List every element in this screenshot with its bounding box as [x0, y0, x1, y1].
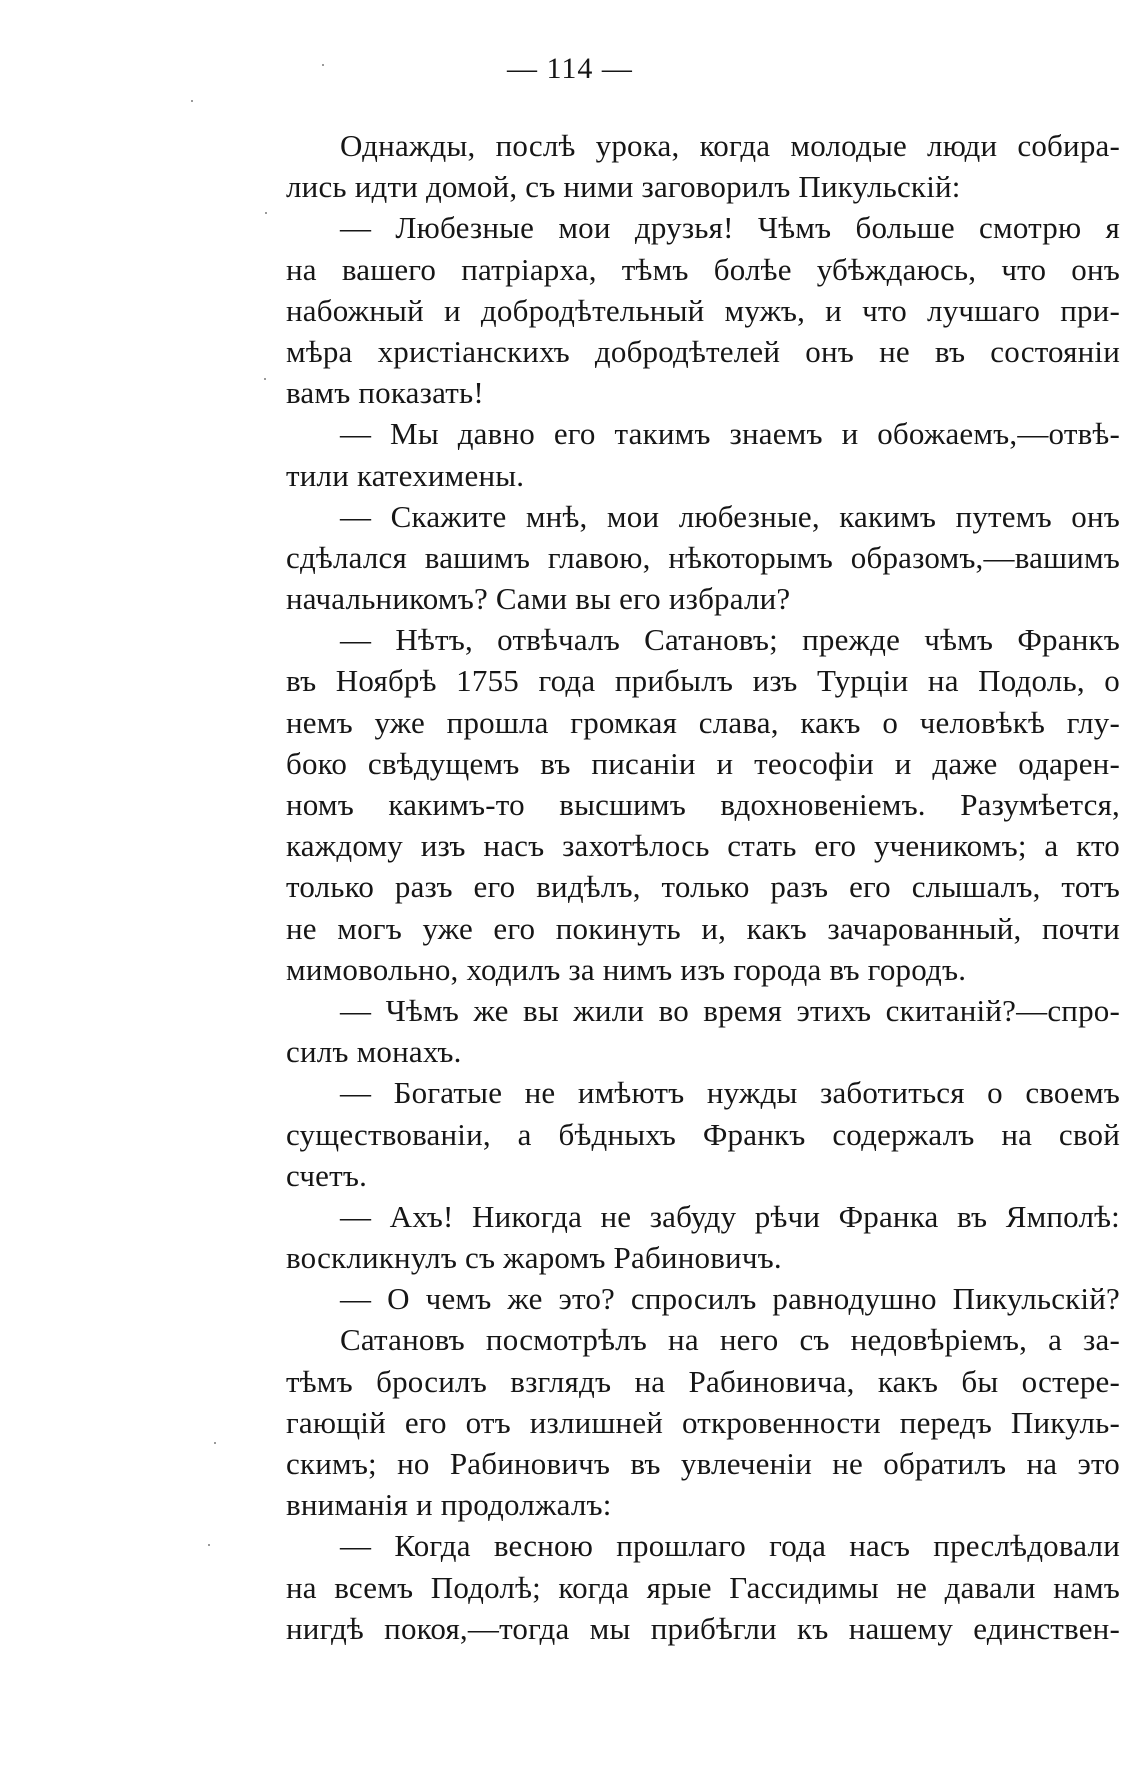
- text-line: боко свѣдущемъ въ писаніи и теософіи и даже одарен-: [286, 745, 1120, 781]
- text-line: тѣмъ бросилъ взглядъ на Рабиновича, какъ бы остере-: [286, 1363, 1120, 1399]
- text-line: — Мы давно его такимъ знаемъ и обожаемъ,—отвѣ-: [340, 416, 1120, 452]
- scan-speck: [265, 212, 267, 214]
- text-line: — Чѣмъ же вы жили во время этихъ скитаній?—спро-: [340, 992, 1120, 1028]
- scan-speck: [264, 378, 266, 380]
- text-line: — Ахъ! Никогда не забуду рѣчи Франка въ Ямполѣ:: [340, 1198, 1120, 1234]
- scan-speck: [214, 1442, 216, 1444]
- text-line: гающій его отъ излишней откровенности передъ Пикуль-: [286, 1404, 1120, 1440]
- scan-speck: [208, 1544, 210, 1546]
- text-line: существованіи, а бѣдныхъ Франкъ содержалъ на свой: [286, 1116, 1120, 1152]
- scan-speck: [191, 100, 193, 102]
- text-line: не могъ уже его покинуть и, какъ зачарованный, почти: [286, 910, 1120, 946]
- text-line: — Скажите мнѣ, мои любезные, какимъ путемъ онъ: [340, 498, 1120, 534]
- text-line: сдѣлался вашимъ главою, нѣкоторымъ образомъ,—вашимъ: [286, 539, 1120, 575]
- text-line: каждому изъ насъ захотѣлось стать его ученикомъ; а кто: [286, 828, 1120, 864]
- text-line: только разъ его видѣлъ, только разъ его слышалъ, тотъ: [286, 869, 1120, 905]
- text-line: въ Ноябрѣ 1755 года прибылъ изъ Турціи на Подоль, о: [286, 663, 1120, 699]
- text-line: Однажды, послѣ урока, когда молодые люди собира-: [340, 128, 1120, 163]
- text-line: мѣра христіанскихъ добродѣтелей онъ не въ состояніи: [286, 333, 1120, 369]
- text-line: воскликнулъ съ жаромъ Рабиновичъ.: [286, 1240, 782, 1276]
- text-line: на всемъ Подолѣ; когда ярые Гассидимы не давали намъ: [286, 1569, 1120, 1605]
- text-line: номъ какимъ-то высшимъ вдохновеніемъ. Разумѣется,: [286, 787, 1120, 822]
- text-line: тили катехимены.: [286, 457, 525, 493]
- text-line: нигдѣ покоя,—тогда мы прибѣгли къ нашему единствен-: [286, 1610, 1120, 1646]
- text-line: вниманія и продолжалъ:: [286, 1487, 612, 1523]
- body-text: [286, 125, 1120, 1649]
- text-line: начальникомъ? Сами вы его избрали?: [286, 581, 791, 617]
- text-line: — Нѣтъ, отвѣчалъ Сатановъ; прежде чѣмъ Франкъ: [340, 622, 1120, 658]
- text-line: — Богатые не имѣютъ нужды заботиться о своемъ: [340, 1075, 1120, 1111]
- text-line: на вашего патріарха, тѣмъ болѣе убѣждаюсь, что онъ: [286, 251, 1120, 287]
- text-line: немъ уже прошла громкая слава, какъ о человѣкѣ глу-: [286, 704, 1120, 740]
- text-line: скимъ; но Рабиновичъ въ увлеченіи не обратилъ на это: [286, 1446, 1120, 1481]
- text-line: силъ монахъ.: [286, 1034, 462, 1070]
- text-line: вамъ показать!: [286, 375, 484, 411]
- page-number: — 114 —: [507, 52, 633, 85]
- text-line: — Когда весною прошлаго года насъ преслѣдовали: [340, 1528, 1120, 1564]
- text-line: Сатановъ посмотрѣлъ на него съ недовѣріемъ, а за-: [340, 1322, 1120, 1358]
- text-line: — Любезные мои друзья! Чѣмъ больше смотрю я: [340, 210, 1120, 246]
- text-line: мимовольно, ходилъ за нимъ изъ города въ городъ.: [286, 951, 967, 987]
- text-line: — О чемъ же это? спросилъ равнодушно Пикульскій?: [340, 1281, 1120, 1317]
- text-line: счетъ.: [286, 1157, 368, 1193]
- text-line: лись идти домой, съ ними заговорилъ Пикульскій:: [286, 169, 961, 205]
- text-line: набожный и добродѣтельный мужъ, и что лучшаго при-: [286, 292, 1120, 328]
